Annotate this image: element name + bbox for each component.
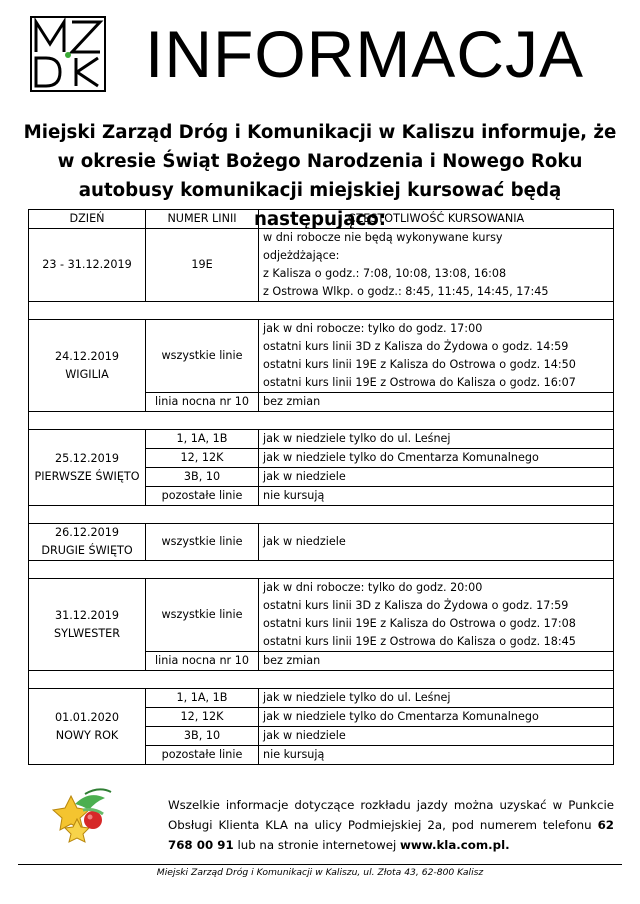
day-name: NOWY ROK (55, 728, 119, 742)
day-name: WIGILIA (65, 367, 109, 381)
frequency-cell: bez zmian (259, 652, 614, 671)
day-date: 01.01.2020 (54, 710, 120, 724)
line-cell: 3B, 10 (146, 727, 259, 746)
line-cell: wszystkie linie (146, 579, 259, 652)
contact-text-2: lub na stronie internetowej (237, 838, 397, 852)
spacer-cell (29, 302, 614, 320)
line-cell: pozostałe linie (146, 746, 259, 765)
contact-text: Wszelkie informacje dotyczące rozkładu jazdy można uzyskać w Punkcie Obsługi Klienta KLA na ulicy Podmiejskiej 2a, pod numerem telefonu (168, 798, 614, 832)
frequency-line: jak w dni robocze: tylko do godz. 17:00 (263, 322, 483, 335)
intro-paragraph: Miejski Zarząd Dróg i Komunikacji w Kaliszu informuje, że w okresie Świąt Bożego Narodzenia i Nowego Roku autobusy komunikacji miejskiej kursować będą następująco: (23, 122, 617, 230)
frequency-line: jak w dni robocze: tylko do godz. 20:00 (263, 581, 483, 594)
website-link[interactable]: www.kla.com.pl. (400, 838, 510, 852)
frequency-line: ostatni kurs linii 19E z Kalisza do Ostrowa o godz. 14:50 (263, 358, 576, 371)
line-cell: 12, 12K (146, 708, 259, 727)
table-row (29, 579, 614, 652)
day-name: PIERWSZE ŚWIĘTO (34, 469, 140, 483)
frequency-cell: nie kursują (259, 746, 614, 765)
frequency-line: ostatni kurs linii 3D z Kalisza do Żydowa o godz. 14:59 (263, 340, 569, 353)
frequency-line: z Kalisza o godz.: 7:08, 10:08, 13:08, 16:08 (263, 267, 507, 280)
frequency-cell: jak w niedziele tylko do ul. Leśnej (259, 430, 614, 449)
table-row (29, 430, 614, 449)
line-cell: linia nocna nr 10 (146, 393, 259, 412)
frequency-cell (259, 320, 614, 393)
spacer-row (29, 671, 614, 689)
day-cell (29, 689, 146, 765)
frequency-line: ostatni kurs linii 19E z Kalisza do Ostrowa o godz. 17:08 (263, 617, 576, 630)
page-title: INFORMACJA (145, 17, 584, 91)
frequency-cell: jak w niedziele (259, 727, 614, 746)
column-header: NUMER LINII (146, 210, 259, 229)
schedule-table (28, 209, 614, 765)
table-row (29, 524, 614, 561)
spacer-cell (29, 561, 614, 579)
table-row (29, 229, 614, 302)
day-cell (29, 579, 146, 671)
frequency-line: ostatni kurs linii 19E z Ostrowa do Kalisza o godz. 18:45 (263, 635, 576, 648)
spacer-row (29, 412, 614, 430)
spacer-cell (29, 412, 614, 430)
column-header: DZIEŃ (29, 210, 146, 229)
table-row (29, 689, 614, 708)
line-cell: linia nocna nr 10 (146, 652, 259, 671)
day-name: SYLWESTER (53, 626, 121, 640)
day-date: 24.12.2019 (54, 349, 120, 363)
table-row (29, 320, 614, 393)
line-cell: pozostałe linie (146, 487, 259, 506)
day-cell: 23 - 31.12.2019 (29, 229, 146, 302)
day-date: 26.12.2019 (54, 526, 120, 539)
frequency-line: ostatni kurs linii 3D z Kalisza do Żydowa o godz. 17:59 (263, 599, 569, 612)
frequency-line: w dni robocze nie będą wykonywane kursy (263, 231, 503, 244)
line-cell: wszystkie linie (146, 524, 259, 561)
frequency-line: odjeżdżające: (263, 249, 340, 262)
spacer-cell (29, 506, 614, 524)
spacer-cell (29, 671, 614, 689)
frequency-line: z Ostrowa Wlkp. o godz.: 8:45, 11:45, 14:45, 17:45 (263, 285, 549, 298)
mzdk-logo (30, 16, 106, 92)
frequency-cell: jak w niedziele tylko do Cmentarza Komunalnego (259, 449, 614, 468)
frequency-cell: jak w niedziele tylko do ul. Leśnej (259, 689, 614, 708)
column-header: CZĘSTOTLIWOŚĆ KURSOWANIA (259, 210, 614, 229)
day-name: DRUGIE ŚWIĘTO (41, 544, 133, 557)
day-cell (29, 320, 146, 412)
contact-info (168, 795, 614, 855)
frequency-cell: jak w niedziele (259, 468, 614, 487)
line-cell: 3B, 10 (146, 468, 259, 487)
day-date: 31.12.2019 (54, 608, 120, 622)
line-cell: 12, 12K (146, 449, 259, 468)
line-cell: 19E (146, 229, 259, 302)
line-cell: 1, 1A, 1B (146, 430, 259, 449)
footer-address: Miejski Zarząd Dróg i Komunikacji w Kaliszu, ul. Złota 43, 62-800 Kalisz (156, 867, 484, 878)
frequency-cell: bez zmian (259, 393, 614, 412)
day-cell (29, 524, 146, 561)
line-cell: 1, 1A, 1B (146, 689, 259, 708)
christmas-ornament-icon (45, 784, 115, 850)
day-date: 25.12.2019 (54, 451, 120, 465)
frequency-line: ostatni kurs linii 19E z Ostrowa do Kalisza o godz. 16:07 (263, 376, 576, 389)
spacer-row (29, 506, 614, 524)
phone-number: 62 768 00 91 (168, 818, 614, 852)
table-header-row (29, 210, 614, 229)
spacer-row (29, 302, 614, 320)
frequency-cell (259, 229, 614, 302)
frequency-cell: jak w niedziele (259, 524, 614, 561)
frequency-cell: jak w niedziele tylko do Cmentarza Komunalnego (259, 708, 614, 727)
day-cell (29, 430, 146, 506)
spacer-row (29, 561, 614, 579)
line-cell: wszystkie linie (146, 320, 259, 393)
frequency-cell: nie kursują (259, 487, 614, 506)
footer-divider (18, 864, 622, 865)
frequency-cell (259, 579, 614, 652)
